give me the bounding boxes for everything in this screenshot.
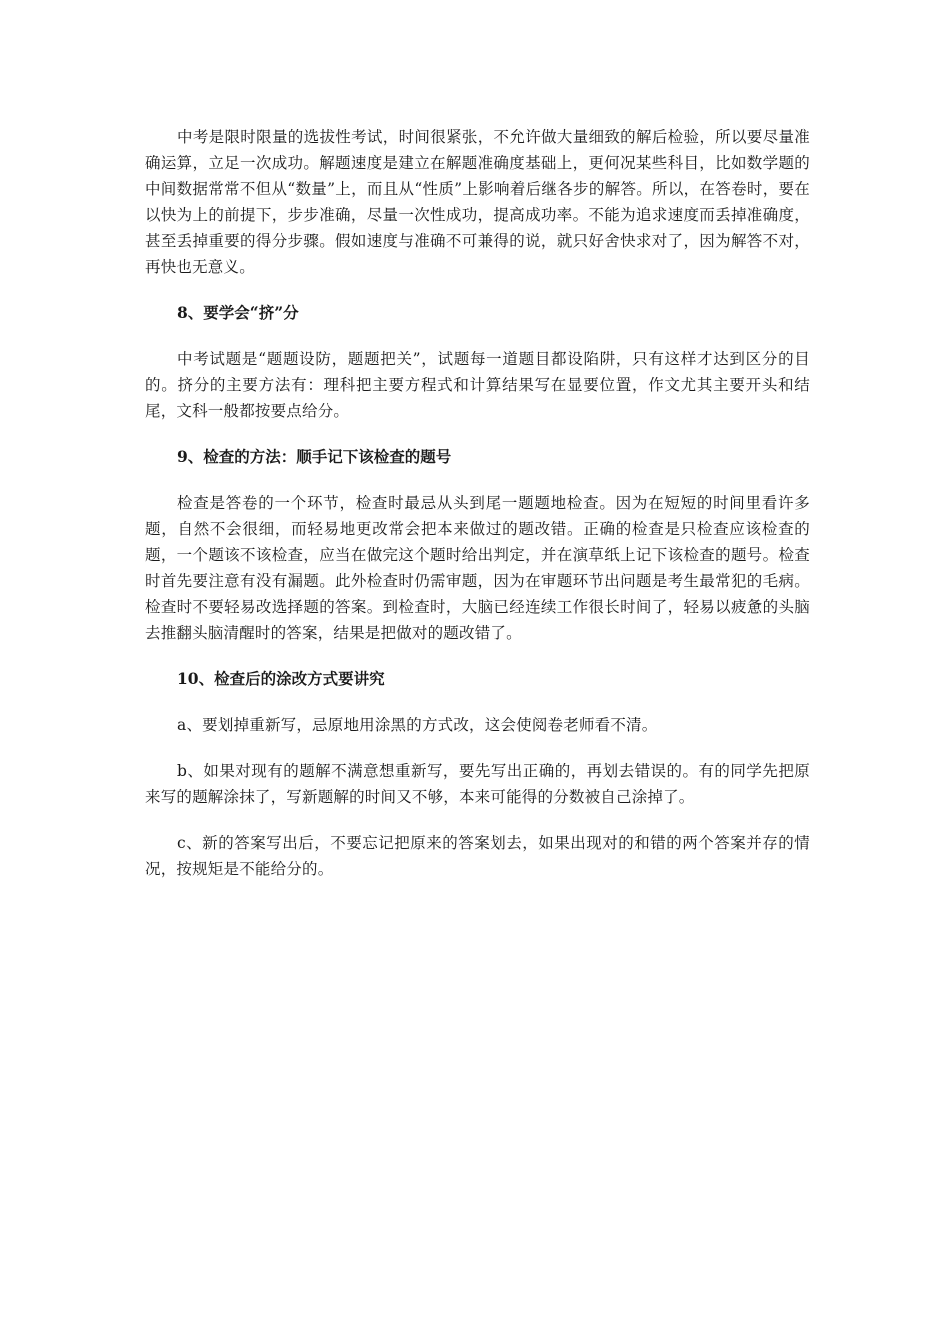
paragraph-item-c: c、新的答案写出后，不要忘记把原来的答案划去，如果出现对的和错的两个答案并存的情况，按规矩是不能给分的。 [145, 834, 810, 878]
paragraph-section-8: 中考试题是“题题设防，题题把关”，试题每一道题目都设陷阱，只有这样才达到区分的目的。挤分的主要方法有：理科把主要方程式和计算结果写在显要位置，作文尤其主要开头和结尾，文科一般都按要点给分。 [145, 350, 810, 420]
paragraph-section-9: 检查是答卷的一个环节，检查时最忌从头到尾一题题地检查。因为在短短的时间里看许多题，自然不会很细，而轻易地更改常会把本来做过的题改错。正确的检查是只检查应该检查的题，一个题该不该检查，应当在做完这个题时给出判定，并在演草纸上记下该检查的题号。检查时首先要注意有没有漏题。此外检查时仍需审题，因为在审题环节出问题是考生最常犯的毛病。检查时不要轻易改选择题的答案。到检查时，大脑已经连续工作很长时间了，轻易以疲惫的头脑去推翻头脑清醒时的答案，结果是把做对的题改错了。 [145, 494, 810, 642]
heading-section-8: 8、要学会“挤”分 [177, 303, 299, 322]
paragraph-accuracy: 中考是限时限量的选拔性考试，时间很紧张，不允许做大量细致的解后检验，所以要尽量准确运算，立足一次成功。解题速度是建立在解题准确度基础上，更何况某些科目，比如数学题的中间数据常常不但从“数量”上，而且从“性质”上影响着后继各步的解答。所以，在答卷时，要在以快为上的前提下，步步准确，尽量一次性成功，提高成功率。不能为追求速度而丢掉准确度，甚至丢掉重要的得分步骤。假如速度与准确不可兼得的说，就只好舍快求对了，因为解答不对，再快也无意义。 [145, 128, 810, 276]
document-page [145, 124, 810, 902]
paragraph-item-b: b、如果对现有的题解不满意想重新写，要先写出正确的，再划去错误的。有的同学先把原来写的题解涂抹了，写新题解的时间又不够，本来可能得的分数被自己涂掉了。 [145, 762, 810, 806]
heading-section-10: 10、检查后的涂改方式要讲究 [177, 669, 385, 688]
paragraph-item-a: a、要划掉重新写，忌原地用涂黑的方式改，这会使阅卷老师看不清。 [177, 716, 658, 734]
heading-section-9: 9、检查的方法：顺手记下该检查的题号 [177, 447, 452, 466]
